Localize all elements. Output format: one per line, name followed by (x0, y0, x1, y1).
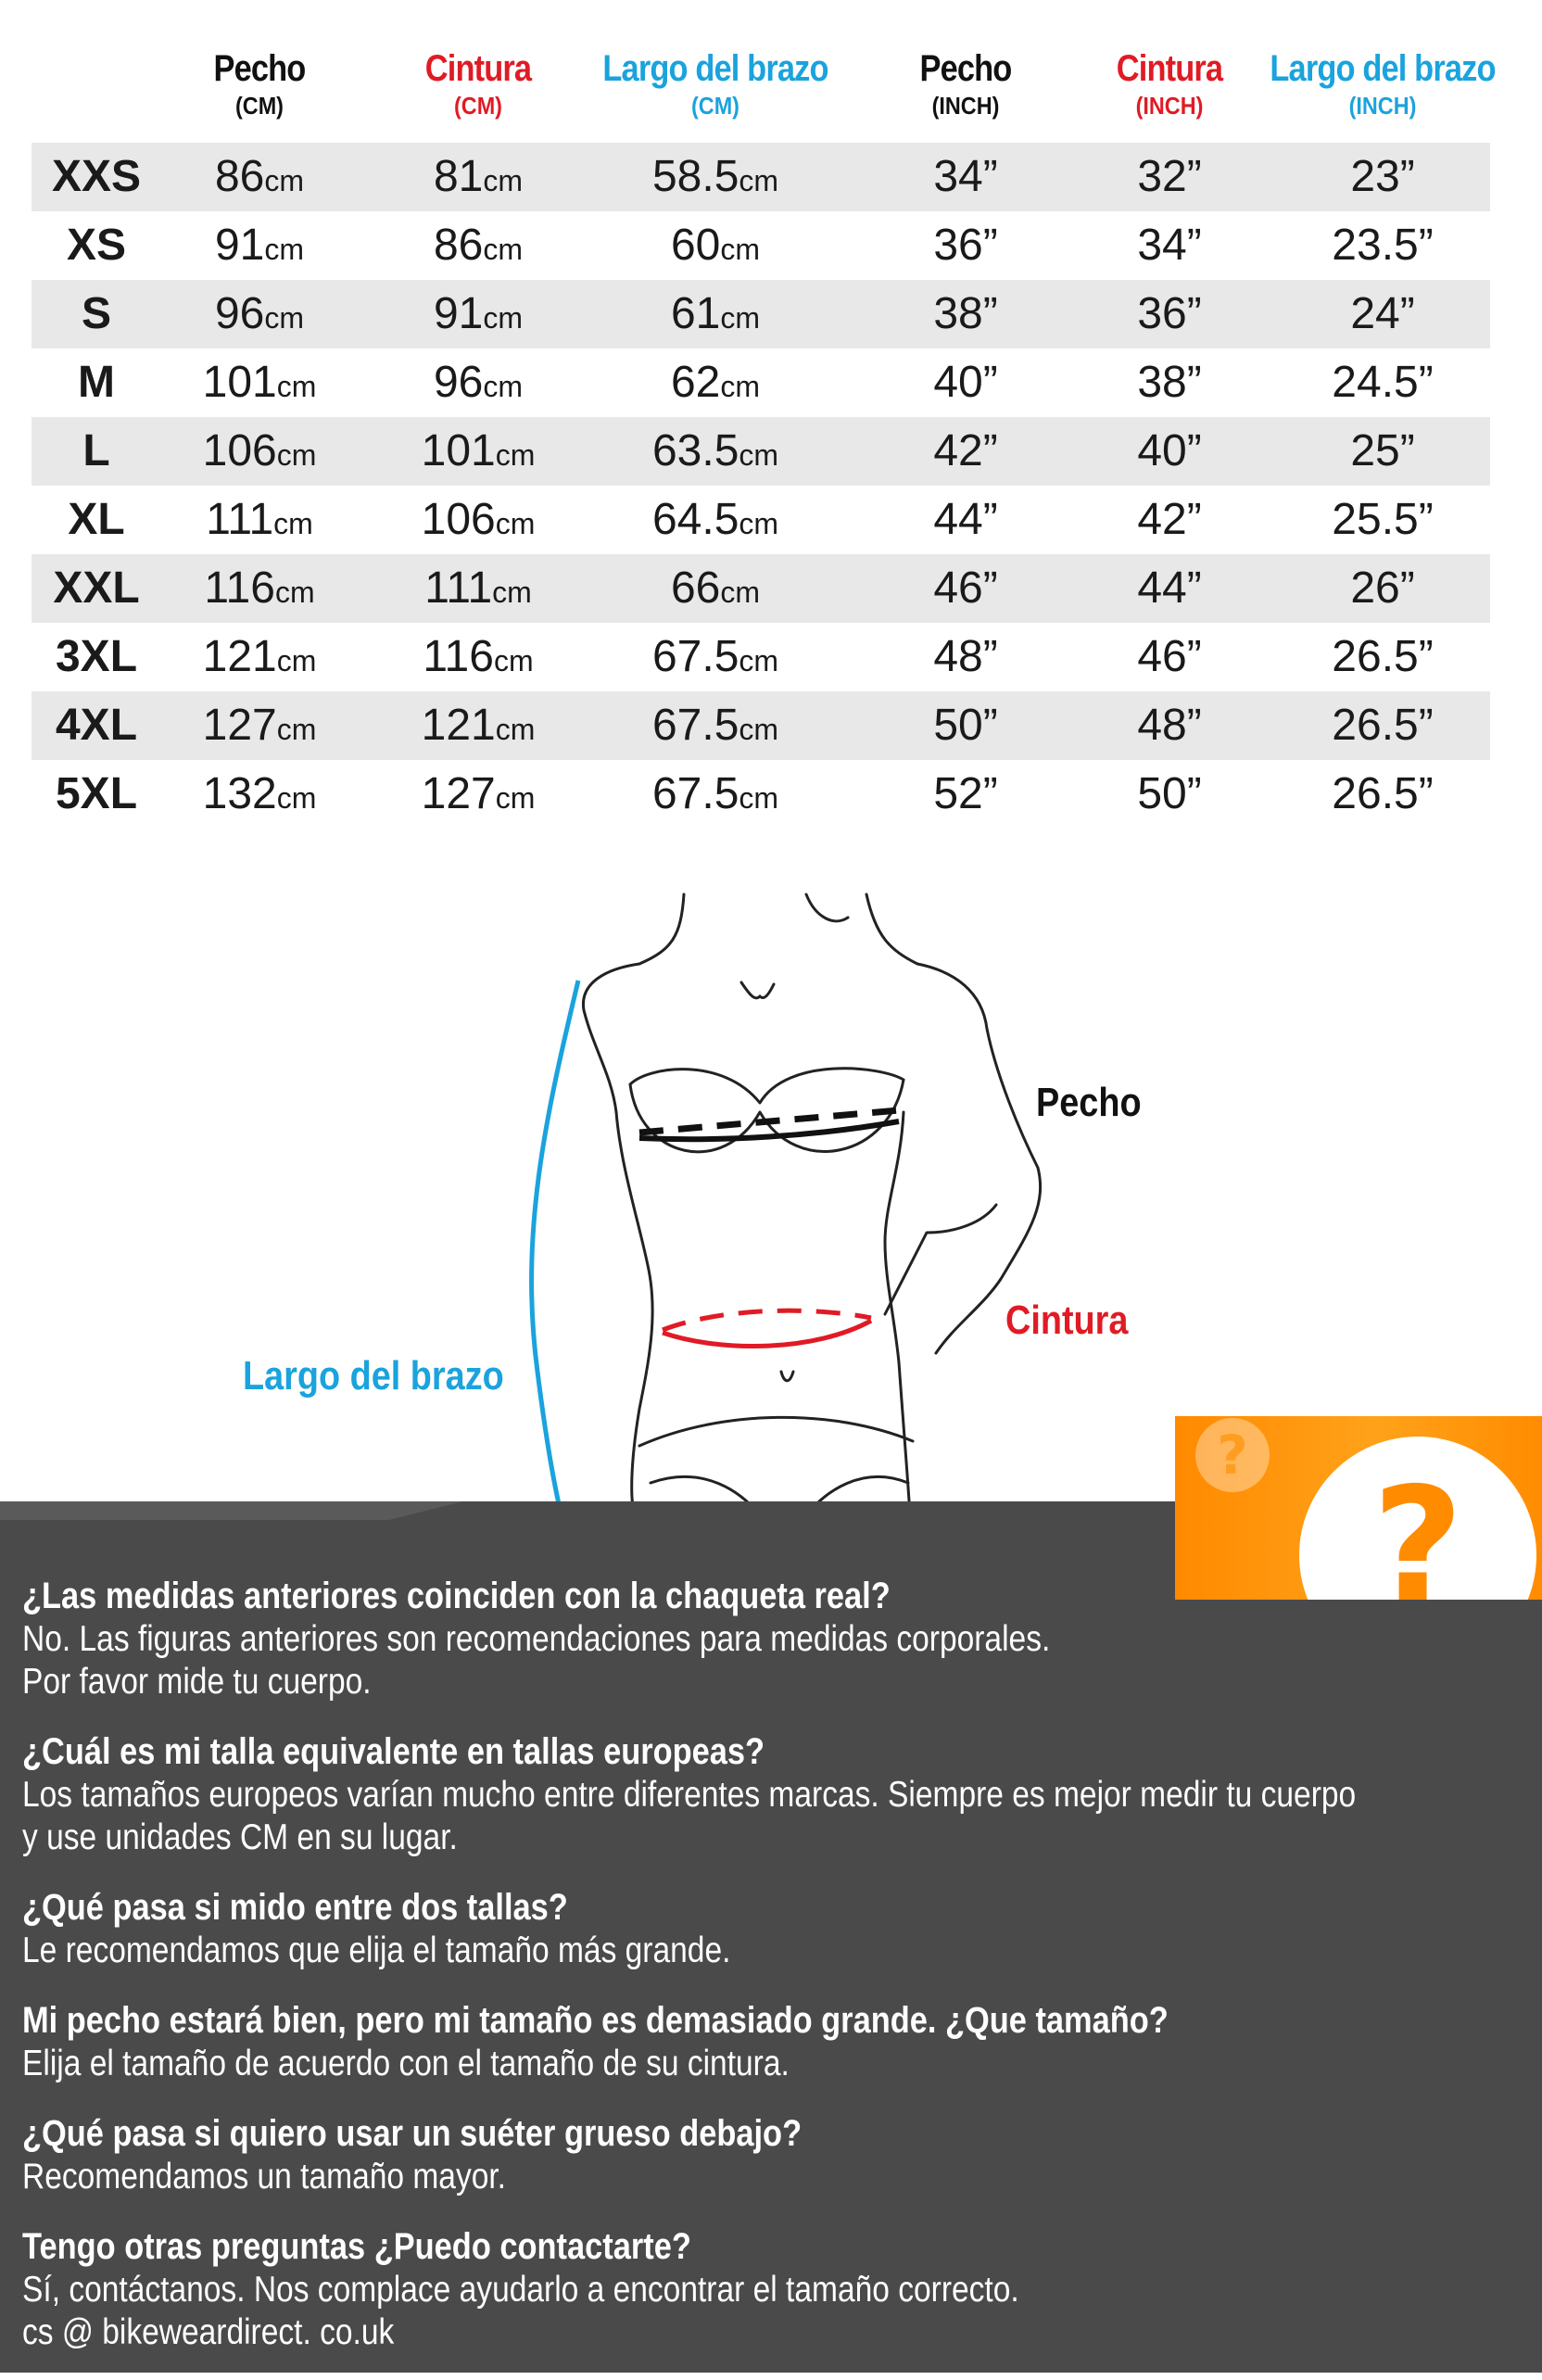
table-cell (215, 280, 304, 348)
cell-unit: cm (483, 164, 524, 197)
cell-value: 62 (670, 358, 721, 407)
table-row (32, 623, 1490, 691)
table-cell (1332, 623, 1433, 691)
table-cell (933, 211, 997, 280)
cell-value: 86 (214, 152, 265, 201)
cell-value: 116 (204, 563, 275, 613)
faq-item (22, 2224, 1523, 2354)
faq-question: ¿Qué pasa si quiero usar un suéter grueso debajo? (22, 2113, 803, 2154)
table-cell (933, 143, 997, 211)
faq-section (22, 1574, 1523, 2380)
cell-unit: cm (495, 438, 536, 472)
column-header-unit: (INCH) (931, 92, 1000, 120)
cell-unit: cm (273, 507, 313, 540)
table-cell (203, 417, 317, 486)
svg-text:?: ? (1217, 1424, 1248, 1487)
cell-value: 25.5” (1332, 495, 1434, 544)
table-cell (203, 623, 317, 691)
faq-question: ¿Cuál es mi talla equivalente en tallas europeas? (22, 1731, 765, 1772)
column-header-unit: (CM) (453, 92, 502, 120)
cell-value: 46” (1137, 632, 1202, 681)
cell-value: 111 (206, 495, 274, 544)
cell-unit: cm (739, 644, 779, 677)
table-cell (422, 486, 536, 554)
cell-value: 106 (202, 426, 277, 475)
table-row (32, 554, 1490, 623)
cell-unit: cm (739, 713, 779, 746)
cell-value: 67.5 (651, 769, 739, 818)
table-cell (1332, 211, 1433, 280)
table-cell (933, 486, 997, 554)
cell-unit: cm (483, 301, 524, 335)
table-cell (1350, 554, 1414, 623)
cell-value: 127 (421, 769, 496, 818)
table-cell (1137, 760, 1201, 829)
table-cell (215, 211, 304, 280)
faq-question: ¿Las medidas anteriores coinciden con la chaqueta real? (22, 1576, 891, 1616)
help-banner (1175, 1416, 1542, 1600)
table-cell (1350, 280, 1414, 348)
waist-measure-line (663, 1310, 871, 1330)
table-cell (933, 554, 997, 623)
cell-value: 44” (933, 495, 998, 544)
column-header (576, 48, 854, 120)
table-cell (1137, 623, 1201, 691)
cell-unit: cm (739, 438, 779, 472)
table-cell (203, 760, 317, 829)
cell-value: 50” (1137, 769, 1202, 818)
size-label: 5XL (55, 769, 138, 818)
cell-value: 132 (202, 769, 277, 818)
table-cell (1137, 143, 1201, 211)
faq-item (22, 1998, 1523, 2085)
cell-value: 67.5 (651, 632, 739, 681)
cell-value: 121 (421, 701, 496, 750)
cell-value: 52” (933, 769, 998, 818)
waist-label: Cintura (1005, 1298, 1129, 1343)
cell-unit: cm (264, 301, 305, 335)
size-label: XL (68, 495, 125, 544)
faq-question: Tengo otras preguntas ¿Puedo contactarte? (22, 2226, 691, 2267)
table-cell (434, 143, 523, 211)
cell-value: 26” (1350, 563, 1415, 613)
column-header-unit: (CM) (234, 92, 284, 120)
cell-unit: cm (495, 507, 536, 540)
faq-answer-line: Los tamaños europeos varían mucho entre diferentes marcas. Siempre es mejor medir tu cuerpo (22, 1775, 1357, 1815)
faq-item (22, 2111, 1523, 2198)
faq-item (22, 1574, 1523, 1703)
column-header-label: Cintura (424, 48, 532, 89)
table-row (32, 280, 1490, 348)
table-cell (1137, 554, 1201, 623)
column-header-label: Cintura (1116, 48, 1223, 89)
table-cell (933, 760, 997, 829)
cell-value: 42” (933, 426, 998, 475)
table-cell (1137, 348, 1201, 417)
table-cell (933, 280, 997, 348)
cell-value: 91 (214, 221, 265, 270)
table-cell (215, 143, 304, 211)
cell-value: 50” (933, 701, 998, 750)
column-header-label: Largo del brazo (602, 48, 828, 89)
faq-question: Mi pecho estará bien, pero mi tamaño es demasiado grande. ¿Que tamaño? (22, 2000, 1169, 2041)
question-mark-icon (1175, 1416, 1542, 1600)
cell-value: 24.5” (1332, 358, 1434, 407)
cell-value: 42” (1137, 495, 1202, 544)
cell-unit: cm (720, 301, 761, 335)
table-cell (1332, 486, 1433, 554)
size-label: M (78, 358, 115, 407)
cell-value: 60 (670, 221, 721, 270)
faq-answer-line: Elija el tamaño de acuerdo con el tamaño de su cintura. (22, 2044, 790, 2083)
table-row (32, 486, 1490, 554)
cell-unit: cm (276, 781, 317, 815)
faq-answer-line: Sí, contáctanos. Nos complace ayudarlo a encontrar el tamaño correcto. (22, 2270, 1019, 2310)
cell-unit: cm (720, 370, 761, 403)
cell-value: 111 (424, 563, 493, 613)
cell-unit: cm (720, 233, 761, 266)
cell-value: 61 (670, 289, 721, 338)
size-label: S (81, 289, 111, 338)
arm-length-label: Largo del brazo (243, 1353, 504, 1399)
cell-value: 101 (202, 358, 277, 407)
cell-value: 26.5” (1332, 769, 1434, 818)
cell-unit: cm (739, 164, 779, 197)
table-body (32, 143, 1490, 829)
cell-value: 23.5” (1332, 221, 1434, 270)
column-header (1244, 48, 1522, 120)
table-cell (1137, 691, 1201, 760)
cell-value: 36” (1137, 289, 1202, 338)
cell-unit: cm (739, 507, 779, 540)
cell-value: 26.5” (1332, 632, 1434, 681)
faq-item (22, 1729, 1523, 1859)
table-cell (203, 348, 317, 417)
faq-item (22, 1885, 1523, 1972)
column-header-unit: (CM) (690, 92, 739, 120)
cell-value: 38” (1137, 358, 1202, 407)
table-cell (422, 417, 536, 486)
cell-unit: cm (274, 576, 315, 609)
table-cell (933, 417, 997, 486)
cell-value: 24” (1350, 289, 1415, 338)
cell-unit: cm (720, 576, 761, 609)
cell-unit: cm (495, 713, 536, 746)
cell-unit: cm (483, 233, 524, 266)
column-header-unit: (INCH) (1135, 92, 1204, 120)
faq-question: ¿Qué pasa si mido entre dos tallas? (22, 1887, 568, 1928)
cell-value: 36” (933, 221, 998, 270)
cell-value: 34” (1137, 221, 1202, 270)
cell-value: 25” (1350, 426, 1415, 475)
cell-unit: cm (276, 438, 317, 472)
cell-unit: cm (483, 370, 524, 403)
table-cell (206, 486, 313, 554)
faq-answer-line: Por favor mide tu cuerpo. (22, 1662, 372, 1702)
cell-value: 91 (433, 289, 484, 338)
table-cell (652, 623, 778, 691)
cell-unit: cm (739, 781, 779, 815)
table-cell (1137, 280, 1201, 348)
size-label: XS (66, 221, 127, 270)
cell-value: 44” (1137, 563, 1202, 613)
size-label: 4XL (55, 701, 138, 750)
faq-answer-line: Le recomendamos que elija el tamaño más grande. (22, 1931, 731, 1970)
cell-value: 81 (433, 152, 484, 201)
table-cell (671, 348, 760, 417)
column-header (339, 48, 617, 120)
table-cell (1332, 760, 1433, 829)
table-cell (1332, 348, 1433, 417)
cell-value: 40” (1137, 426, 1202, 475)
size-label: XXL (53, 563, 140, 613)
cell-unit: cm (264, 233, 305, 266)
cell-value: 96 (214, 289, 265, 338)
table-row (32, 211, 1490, 280)
table-cell (652, 691, 778, 760)
cell-unit: cm (276, 370, 317, 403)
size-label: L (82, 426, 110, 475)
cell-value: 127 (202, 701, 277, 750)
table-cell (1332, 691, 1433, 760)
cell-value: 66 (670, 563, 721, 613)
cell-value: 40” (933, 358, 998, 407)
faq-answer-line: No. Las figuras anteriores son recomendaciones para medidas corporales. (22, 1619, 1051, 1659)
arm-measure-line (532, 981, 578, 1513)
cell-unit: cm (276, 644, 317, 677)
svg-text:?: ? (1371, 1454, 1464, 1600)
table-cell (652, 486, 778, 554)
column-header-label: Pecho (919, 48, 1012, 89)
column-header-label: Largo del brazo (1270, 48, 1496, 89)
faq-answer-line: cs @ bikeweardirect. co.uk (22, 2312, 395, 2352)
size-label: XXS (51, 152, 142, 201)
table-cell (434, 348, 523, 417)
size-label: 3XL (55, 632, 138, 681)
cell-value: 101 (421, 426, 496, 475)
table-cell (204, 554, 314, 623)
table-cell (652, 417, 778, 486)
cell-value: 46” (933, 563, 998, 613)
cell-value: 23” (1350, 152, 1415, 201)
table-cell (1137, 486, 1201, 554)
cell-unit: cm (276, 713, 317, 746)
column-header-label: Pecho (213, 48, 306, 89)
table-cell (671, 211, 760, 280)
column-header-unit: (INCH) (1348, 92, 1417, 120)
cell-unit: cm (264, 164, 305, 197)
table-cell (933, 691, 997, 760)
table-cell (422, 760, 536, 829)
table-header-row (32, 48, 1496, 143)
table-cell (652, 760, 778, 829)
cell-unit: cm (492, 576, 532, 609)
table-cell (422, 691, 536, 760)
faq-answer-line: Recomendamos un tamaño mayor. (22, 2157, 507, 2196)
table-cell (933, 348, 997, 417)
chest-label: Pecho (1036, 1080, 1142, 1125)
cell-value: 106 (421, 495, 496, 544)
table-cell (1137, 211, 1201, 280)
faq-answer-line: y use unidades CM en su lugar. (22, 1817, 458, 1857)
cell-value: 121 (202, 632, 277, 681)
table-cell (933, 623, 997, 691)
cell-value: 64.5 (651, 495, 739, 544)
table-cell (203, 691, 317, 760)
cell-value: 26.5” (1332, 701, 1434, 750)
table-row (32, 760, 1490, 829)
cell-value: 86 (433, 221, 484, 270)
table-cell (434, 211, 523, 280)
table-cell (1137, 417, 1201, 486)
table-cell (652, 143, 778, 211)
cell-value: 58.5 (651, 152, 739, 201)
cell-value: 34” (933, 152, 998, 201)
cell-value: 38” (933, 289, 998, 338)
table-row (32, 691, 1490, 760)
cell-unit: cm (493, 644, 534, 677)
cell-value: 63.5 (651, 426, 739, 475)
size-chart-table (32, 48, 1496, 829)
cell-value: 116 (423, 632, 494, 681)
table-cell (1350, 417, 1414, 486)
table-row (32, 417, 1490, 486)
table-cell (434, 280, 523, 348)
table-cell (671, 280, 760, 348)
table-cell (423, 623, 533, 691)
cell-value: 96 (433, 358, 484, 407)
table-cell (671, 554, 760, 623)
cell-value: 48” (1137, 701, 1202, 750)
cell-unit: cm (495, 781, 536, 815)
table-cell (1350, 143, 1414, 211)
cell-value: 32” (1137, 152, 1202, 201)
table-row (32, 143, 1490, 211)
table-cell (424, 554, 532, 623)
cell-value: 67.5 (651, 701, 739, 750)
table-row (32, 348, 1490, 417)
cell-value: 48” (933, 632, 998, 681)
